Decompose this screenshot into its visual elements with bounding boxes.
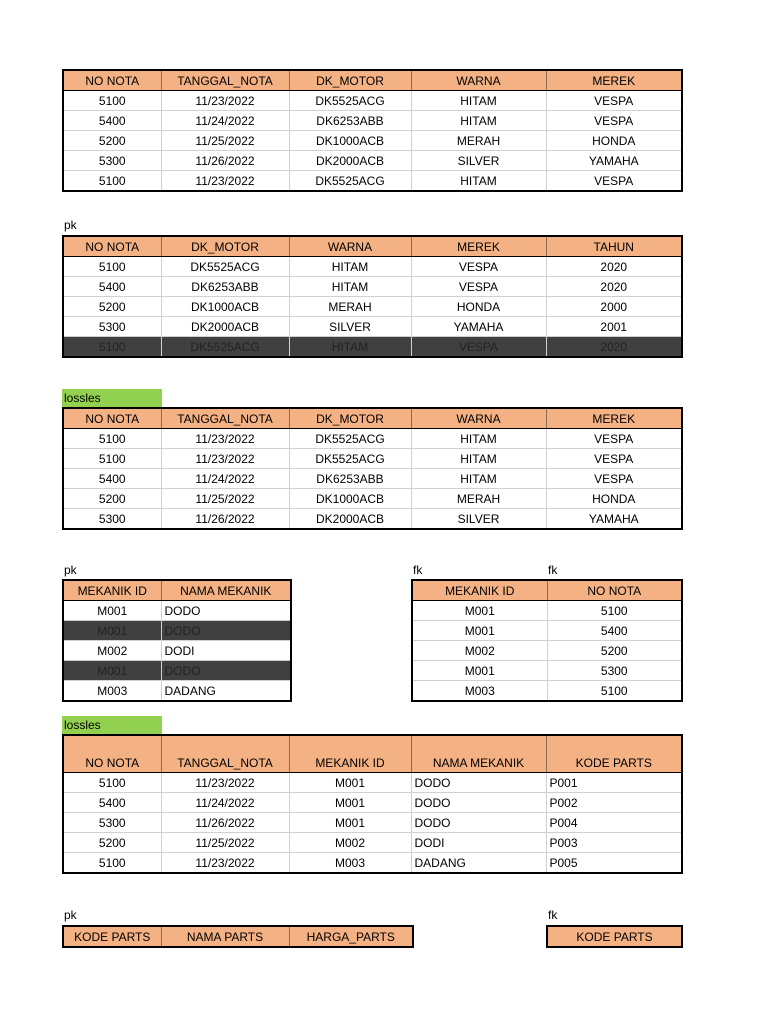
cell: HONDA bbox=[546, 131, 682, 151]
cell: DK5525ACG bbox=[289, 429, 411, 449]
cell: 11/24/2022 bbox=[161, 111, 289, 131]
cell: 5100 bbox=[63, 429, 161, 449]
cell: DK6253ABB bbox=[289, 469, 411, 489]
cell: 2001 bbox=[546, 317, 682, 337]
lossles-label: lossles bbox=[62, 716, 162, 734]
cell: M003 bbox=[63, 681, 161, 702]
table-header-row bbox=[547, 926, 682, 947]
header-cell: NAMA MEKANIK bbox=[411, 735, 546, 773]
cell: 5100 bbox=[63, 449, 161, 469]
table-row bbox=[63, 469, 682, 489]
cell: DK1000ACB bbox=[289, 131, 411, 151]
table-row bbox=[63, 853, 682, 874]
cell: 11/23/2022 bbox=[161, 773, 289, 793]
header-cell: WARNA bbox=[289, 236, 411, 257]
cell: 11/24/2022 bbox=[161, 793, 289, 813]
cell: HITAM bbox=[289, 337, 411, 358]
cell: P002 bbox=[546, 793, 682, 813]
cell: DODO bbox=[161, 621, 291, 641]
cell: 5400 bbox=[63, 277, 161, 297]
cell: MERAH bbox=[289, 297, 411, 317]
cell: 5200 bbox=[63, 131, 161, 151]
table-mekanik bbox=[62, 579, 292, 702]
header-cell: MEKANIK ID bbox=[289, 735, 411, 773]
cell: VESPA bbox=[411, 337, 546, 358]
cell: 5400 bbox=[63, 793, 161, 813]
cell: 5100 bbox=[63, 257, 161, 277]
cell: M001 bbox=[412, 601, 547, 621]
table-header-row bbox=[63, 926, 413, 947]
cell: 5100 bbox=[63, 91, 161, 111]
cell: DK5525ACG bbox=[161, 257, 289, 277]
table-lossles-mekanik bbox=[62, 734, 683, 874]
cell: DADANG bbox=[411, 853, 546, 874]
cell: P003 bbox=[546, 833, 682, 853]
header-cell: KODE PARTS bbox=[63, 926, 161, 947]
pk-label: pk bbox=[64, 218, 77, 232]
cell: DK2000ACB bbox=[289, 509, 411, 530]
cell: VESPA bbox=[411, 277, 546, 297]
cell: M001 bbox=[412, 621, 547, 641]
cell: VESPA bbox=[411, 257, 546, 277]
cell: DK5525ACG bbox=[289, 91, 411, 111]
cell: 5300 bbox=[63, 813, 161, 833]
cell: 5300 bbox=[547, 661, 682, 681]
table-row bbox=[63, 509, 682, 530]
cell: 11/25/2022 bbox=[161, 131, 289, 151]
cell: 11/23/2022 bbox=[161, 449, 289, 469]
table-row-highlighted bbox=[63, 337, 682, 358]
header-cell: NO NOTA bbox=[63, 236, 161, 257]
header-cell: TANGGAL_NOTA bbox=[161, 408, 289, 429]
cell: DK2000ACB bbox=[161, 317, 289, 337]
cell: 11/25/2022 bbox=[161, 833, 289, 853]
cell: M001 bbox=[289, 773, 411, 793]
table-row bbox=[412, 601, 682, 621]
cell: MERAH bbox=[411, 131, 546, 151]
header-cell: HARGA_PARTS bbox=[289, 926, 413, 947]
header-cell: NO NOTA bbox=[63, 735, 161, 773]
table-row bbox=[63, 489, 682, 509]
cell: 11/23/2022 bbox=[161, 91, 289, 111]
cell: 5200 bbox=[63, 833, 161, 853]
table-header-row bbox=[63, 408, 682, 429]
cell: M002 bbox=[63, 641, 161, 661]
header-cell: KODE PARTS bbox=[546, 735, 682, 773]
header-cell: DK_MOTOR bbox=[289, 408, 411, 429]
table-row-highlighted bbox=[63, 621, 291, 641]
cell: VESPA bbox=[546, 449, 682, 469]
table-row bbox=[63, 297, 682, 317]
table-row bbox=[63, 91, 682, 111]
pk-label: pk bbox=[64, 563, 77, 577]
cell: YAMAHA bbox=[411, 317, 546, 337]
cell: DK1000ACB bbox=[289, 489, 411, 509]
cell: DODO bbox=[161, 661, 291, 681]
cell: 5200 bbox=[547, 641, 682, 661]
table-nota-motor bbox=[62, 69, 683, 192]
cell: DK5525ACG bbox=[289, 449, 411, 469]
cell: 5200 bbox=[63, 489, 161, 509]
cell: P005 bbox=[546, 853, 682, 874]
fk-label: fk bbox=[413, 563, 423, 577]
header-cell: WARNA bbox=[411, 70, 546, 91]
cell: MERAH bbox=[411, 489, 546, 509]
table-row bbox=[63, 793, 682, 813]
table-row bbox=[63, 641, 291, 661]
cell: M001 bbox=[63, 661, 161, 681]
cell: DODI bbox=[411, 833, 546, 853]
cell: HONDA bbox=[546, 489, 682, 509]
cell: 5300 bbox=[63, 509, 161, 530]
cell: SILVER bbox=[289, 317, 411, 337]
header-cell: WARNA bbox=[411, 408, 546, 429]
header-cell: NO NOTA bbox=[63, 70, 161, 91]
cell: M002 bbox=[412, 641, 547, 661]
header-cell: NO NOTA bbox=[547, 580, 682, 601]
cell: SILVER bbox=[411, 151, 546, 171]
table-header-row bbox=[63, 735, 682, 773]
cell: 11/23/2022 bbox=[161, 853, 289, 874]
cell: 5400 bbox=[63, 469, 161, 489]
cell: 2020 bbox=[546, 337, 682, 358]
cell: M001 bbox=[63, 621, 161, 641]
cell: SILVER bbox=[411, 509, 546, 530]
cell: HITAM bbox=[411, 429, 546, 449]
cell: 2000 bbox=[546, 297, 682, 317]
table-row bbox=[63, 429, 682, 449]
cell: DK6253ABB bbox=[289, 111, 411, 131]
fk-label: fk bbox=[548, 908, 558, 922]
header-cell: MEREK bbox=[411, 236, 546, 257]
cell: DK5525ACG bbox=[289, 171, 411, 192]
table-row bbox=[412, 621, 682, 641]
cell: YAMAHA bbox=[546, 509, 682, 530]
table-row bbox=[63, 111, 682, 131]
header-cell: NO NOTA bbox=[63, 408, 161, 429]
cell: 11/26/2022 bbox=[161, 813, 289, 833]
cell: HITAM bbox=[411, 91, 546, 111]
cell: DADANG bbox=[161, 681, 291, 702]
cell: DK1000ACB bbox=[161, 297, 289, 317]
cell: VESPA bbox=[546, 111, 682, 131]
pk-label: pk bbox=[64, 908, 77, 922]
table-header-row bbox=[63, 236, 682, 257]
cell: HITAM bbox=[289, 257, 411, 277]
table-row bbox=[63, 833, 682, 853]
table-row bbox=[63, 317, 682, 337]
lossles-label: lossles bbox=[62, 389, 162, 407]
table-row-highlighted bbox=[63, 661, 291, 681]
table-header-row bbox=[63, 70, 682, 91]
cell: 2020 bbox=[546, 257, 682, 277]
cell: HITAM bbox=[411, 449, 546, 469]
table-lossles-motor bbox=[62, 407, 683, 530]
cell: M002 bbox=[289, 833, 411, 853]
table-row bbox=[412, 641, 682, 661]
header-cell: MEREK bbox=[546, 70, 682, 91]
cell: P001 bbox=[546, 773, 682, 793]
cell: M003 bbox=[289, 853, 411, 874]
header-cell: TANGGAL_NOTA bbox=[161, 735, 289, 773]
cell: M001 bbox=[412, 661, 547, 681]
header-cell: MEKANIK ID bbox=[63, 580, 161, 601]
table-mekanik-nota bbox=[411, 579, 683, 702]
table-header-row bbox=[412, 580, 682, 601]
cell: DK6253ABB bbox=[161, 277, 289, 297]
cell: DODO bbox=[411, 773, 546, 793]
table-row bbox=[63, 773, 682, 793]
cell: M001 bbox=[63, 601, 161, 621]
cell: 5300 bbox=[63, 317, 161, 337]
fk-label: fk bbox=[548, 563, 558, 577]
cell: M003 bbox=[412, 681, 547, 702]
table-row bbox=[63, 449, 682, 469]
cell: DK2000ACB bbox=[289, 151, 411, 171]
cell: 11/24/2022 bbox=[161, 469, 289, 489]
cell: DK5525ACG bbox=[161, 337, 289, 358]
cell: P004 bbox=[546, 813, 682, 833]
table-row bbox=[63, 601, 291, 621]
cell: HITAM bbox=[411, 469, 546, 489]
cell: DODI bbox=[161, 641, 291, 661]
cell: 5400 bbox=[63, 111, 161, 131]
table-row bbox=[63, 151, 682, 171]
header-cell: NAMA PARTS bbox=[161, 926, 289, 947]
cell: 5100 bbox=[547, 601, 682, 621]
cell: VESPA bbox=[546, 91, 682, 111]
cell: 5200 bbox=[63, 297, 161, 317]
cell: 5100 bbox=[63, 853, 161, 874]
header-cell: NAMA MEKANIK bbox=[161, 580, 291, 601]
cell: HONDA bbox=[411, 297, 546, 317]
cell: 11/26/2022 bbox=[161, 151, 289, 171]
header-cell: DK_MOTOR bbox=[289, 70, 411, 91]
table-row bbox=[63, 277, 682, 297]
cell: M001 bbox=[289, 813, 411, 833]
header-cell: MEKANIK ID bbox=[412, 580, 547, 601]
cell: 5100 bbox=[63, 337, 161, 358]
cell: 2020 bbox=[546, 277, 682, 297]
cell: 5100 bbox=[63, 773, 161, 793]
cell: HITAM bbox=[411, 111, 546, 131]
cell: M001 bbox=[289, 793, 411, 813]
header-cell: TAHUN bbox=[546, 236, 682, 257]
cell: VESPA bbox=[546, 469, 682, 489]
cell: HITAM bbox=[289, 277, 411, 297]
table-header-row bbox=[63, 580, 291, 601]
cell: 5100 bbox=[63, 171, 161, 192]
cell: 5400 bbox=[547, 621, 682, 641]
cell: 11/26/2022 bbox=[161, 509, 289, 530]
cell: DODO bbox=[411, 813, 546, 833]
header-cell: DK_MOTOR bbox=[161, 236, 289, 257]
table-row bbox=[63, 681, 291, 702]
table-motor bbox=[62, 235, 683, 358]
cell: DODO bbox=[411, 793, 546, 813]
table-row bbox=[412, 661, 682, 681]
table-kode-parts bbox=[546, 925, 683, 948]
header-cell: TANGGAL_NOTA bbox=[161, 70, 289, 91]
cell: VESPA bbox=[546, 171, 682, 192]
cell: YAMAHA bbox=[546, 151, 682, 171]
cell: VESPA bbox=[546, 429, 682, 449]
cell: DODO bbox=[161, 601, 291, 621]
cell: 11/23/2022 bbox=[161, 171, 289, 192]
table-row bbox=[63, 171, 682, 192]
table-row bbox=[63, 131, 682, 151]
cell: HITAM bbox=[411, 171, 546, 192]
table-row bbox=[412, 681, 682, 702]
header-cell: KODE PARTS bbox=[547, 926, 682, 947]
cell: 11/25/2022 bbox=[161, 489, 289, 509]
cell: 5300 bbox=[63, 151, 161, 171]
cell: 5100 bbox=[547, 681, 682, 702]
header-cell: MEREK bbox=[546, 408, 682, 429]
cell: 11/23/2022 bbox=[161, 429, 289, 449]
table-row bbox=[63, 813, 682, 833]
table-row bbox=[63, 257, 682, 277]
table-parts bbox=[62, 925, 414, 948]
